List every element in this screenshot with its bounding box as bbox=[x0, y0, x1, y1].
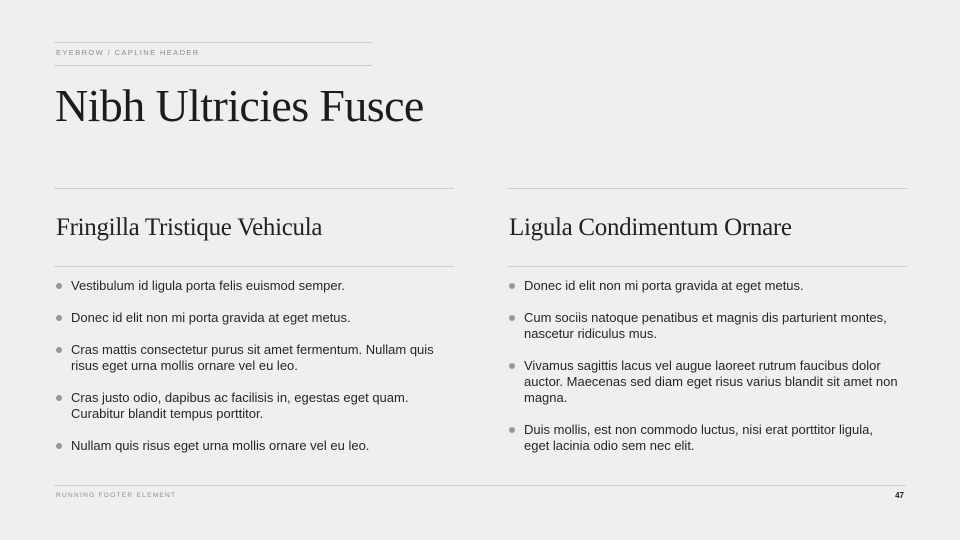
list-item bbox=[509, 310, 901, 342]
left-column-heading-rule bbox=[54, 266, 454, 267]
list-item-text: Vivamus sagittis lacus vel augue laoreet rutrum faucibus dolor auctor. Maecenas sed diam eget risus varius blandit sit amet non magna. bbox=[524, 358, 898, 405]
eyebrow-top-rule bbox=[54, 42, 372, 43]
slide-title: Nibh Ultricies Fusce bbox=[55, 80, 424, 131]
list-item-text: Donec id elit non mi porta gravida at eget metus. bbox=[71, 310, 351, 325]
running-footer: RUNNING FOOTER ELEMENT bbox=[56, 492, 177, 499]
left-bullet-list bbox=[56, 278, 448, 454]
list-item bbox=[509, 358, 901, 406]
list-item-text: Vestibulum id ligula porta felis euismod semper. bbox=[71, 278, 345, 293]
eyebrow-bottom-rule bbox=[54, 65, 372, 66]
bullet-icon bbox=[56, 443, 62, 449]
list-item-text: Cras justo odio, dapibus ac facilisis in, egestas eget quam. Curabitur blandit tempus porttitor. bbox=[71, 390, 409, 421]
list-item-text: Donec id elit non mi porta gravida at eget metus. bbox=[524, 278, 804, 293]
list-item bbox=[56, 390, 448, 422]
bullet-icon bbox=[509, 363, 515, 369]
eyebrow-label: EYEBROW / CAPLINE HEADER bbox=[56, 48, 200, 57]
right-column-heading: Ligula Condimentum Ornare bbox=[509, 214, 792, 241]
list-item-text: Duis mollis, est non commodo luctus, nisi erat porttitor ligula, eget lacinia odio sem nec elit. bbox=[524, 422, 873, 453]
bullet-icon bbox=[56, 347, 62, 353]
right-column-heading-rule bbox=[507, 266, 907, 267]
bullet-icon bbox=[56, 283, 62, 289]
page-number: 47 bbox=[895, 491, 904, 500]
right-bullet-list bbox=[509, 278, 901, 454]
footer-rule bbox=[54, 485, 906, 486]
bullet-icon bbox=[56, 315, 62, 321]
list-item bbox=[56, 342, 448, 374]
left-column-top-rule bbox=[54, 188, 454, 189]
left-column-heading: Fringilla Tristique Vehicula bbox=[56, 214, 323, 241]
list-item bbox=[509, 422, 901, 454]
list-item bbox=[56, 438, 448, 454]
right-column-top-rule bbox=[507, 188, 907, 189]
list-item-text: Nullam quis risus eget urna mollis ornare vel eu leo. bbox=[71, 438, 370, 453]
bullet-icon bbox=[56, 395, 62, 401]
list-item-text: Cras mattis consectetur purus sit amet fermentum. Nullam quis risus eget urna mollis ornare vel eu leo. bbox=[71, 342, 434, 373]
list-item bbox=[56, 278, 448, 294]
bullet-icon bbox=[509, 427, 515, 433]
bullet-icon bbox=[509, 315, 515, 321]
list-item-text: Cum sociis natoque penatibus et magnis dis parturient montes, nascetur ridiculus mus. bbox=[524, 310, 887, 341]
list-item bbox=[56, 310, 448, 326]
bullet-icon bbox=[509, 283, 515, 289]
list-item bbox=[509, 278, 901, 294]
